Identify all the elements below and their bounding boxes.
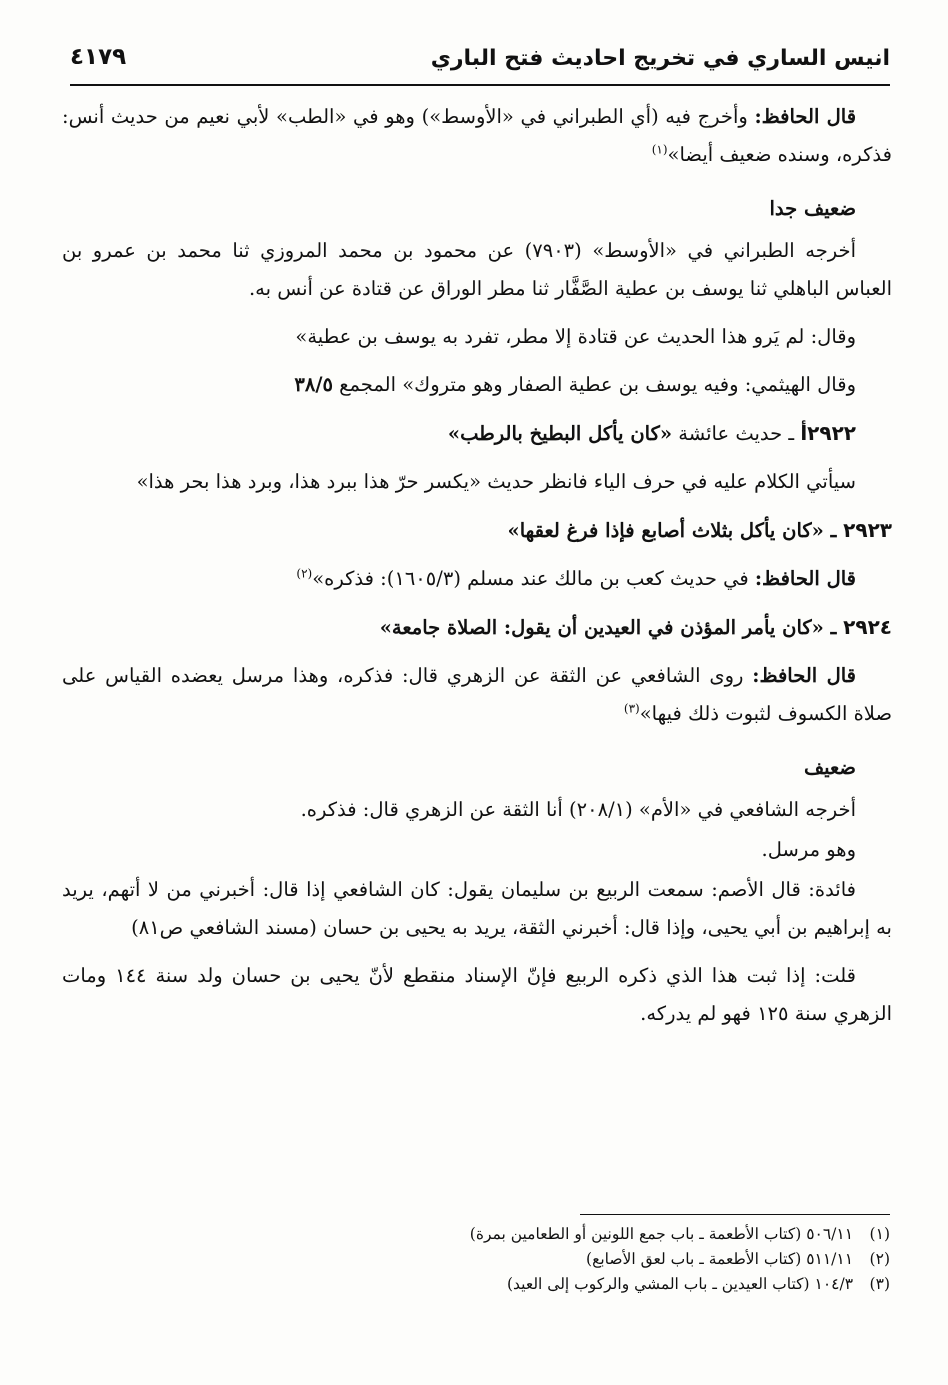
- footnote-text: (كتاب الأطعمة ـ باب لعق الأصابع): [586, 1250, 807, 1268]
- page-number: ٤١٧٩: [70, 44, 127, 70]
- paragraph-mursal: وهو مرسل.: [761, 838, 856, 861]
- hadith-number: ٢٩٢٤: [843, 615, 892, 639]
- hadith-title: ـ «كان يأكل بثلاث أصابع فإذا فرغ لعقها»: [507, 519, 844, 542]
- footnote-text: (كتاب الأطعمة ـ باب جمع اللونين أو الطعامين بمرة): [469, 1225, 807, 1243]
- paragraph-takhrij-2: أخرجه الشافعي في «الأم» (٢٠٨/١) أنا الثقة عن الزهري قال: فذكره.: [300, 798, 856, 821]
- footnote-ref-3: (٣): [623, 701, 640, 716]
- hadith-heading-2923: [62, 511, 892, 550]
- footnote-2: [70, 1247, 890, 1272]
- footnote-separator: [580, 1214, 890, 1215]
- footnote-number: (١): [869, 1225, 890, 1243]
- paragraph-faida: فائدة: قال الأصم: سمعت الربيع بن سليمان يقول: كان الشافعي إذا قال: أخبرني من لا أتهم، يريد به إبراهيم بن أبي يحيى، وإذا قال: أخبرني الثقة، يريد به يحيى بن حسان (مسند الشافعي ص٨١): [62, 878, 892, 939]
- lead-label: قال الحافظ:: [754, 105, 857, 128]
- grade-heading-2: ضعيف: [803, 756, 856, 779]
- footnote-ref-1: (١): [651, 142, 668, 157]
- hadith-heading-2922: [62, 414, 892, 453]
- paragraph-text: في حديث كعب بن مالك عند مسلم (١٦٠٥/٣): فذكره»: [312, 567, 755, 590]
- page-header: [70, 40, 890, 86]
- paragraph-text: روى الشافعي عن الثقة عن الزهري قال: فذكره، وهذا مرسل يعضده القياس على صلاة الكسوف لثبوت ذلك فيها»: [62, 664, 892, 725]
- footnotes: [70, 1222, 890, 1297]
- footnote-ref-2: (٢): [296, 566, 313, 581]
- hadith-heading-2924: [62, 608, 892, 647]
- paragraph-text: وقال الهيثمي: وفيه يوسف بن عطية الصفار وهو متروك» المجمع: [332, 373, 856, 396]
- heading-text: ـ حديث عائشة: [672, 422, 801, 445]
- grade-heading-1: ضعيف جدا: [769, 197, 856, 220]
- running-title: انيس الساري في تخريج احاديث فتح الباري: [430, 46, 890, 71]
- paragraph-hafiz-3: [62, 657, 892, 733]
- footnote-text: (كتاب العيدين ـ باب المشي والركوب إلى العيد): [506, 1275, 815, 1293]
- footnote-reference: ٥٠٦/١١: [806, 1225, 854, 1243]
- paragraph-qultu: قلت: إذا ثبت هذا الذي ذكره الربيع فإنّ الإسناد منقطع لأنّ يحيى بن حسان ولد سنة ١٤٤ ومات الزهري سنة ١٢٥ فهو لم يدركه.: [62, 964, 892, 1025]
- header-rule: [70, 84, 890, 86]
- paragraph-cross-reference: سيأتي الكلام عليه في حرف الياء فانظر حديث «يكسر حرّ هذا ببرد هذا، وبرد هذا بحر هذا»: [136, 470, 856, 493]
- hadith-number: ٢٩٢٣: [843, 518, 892, 542]
- majma-reference: ٣٨/٥: [294, 373, 333, 396]
- lead-label: قال الحافظ:: [752, 664, 857, 687]
- paragraph-tabarani-remark: وقال: لم يَرو هذا الحديث عن قتادة إلا مطر، تفرد به يوسف بن عطية»: [295, 325, 856, 348]
- footnote-reference: ٥١١/١١: [806, 1250, 854, 1268]
- paragraph-text: وأخرج فيه (أي الطبراني في «الأوسط») وهو في «الطب» لأبي نعيم من حديث أنس: فذكره، وسنده ضعيف أيضا»: [62, 105, 892, 166]
- paragraph-takhrij-1: أخرجه الطبراني في «الأوسط» (٧٩٠٣) عن محمود بن محمد المروزي ثنا محمد بن عمرو بن العباس الباهلي ثنا يوسف بن عطية الصَّفَّار ثنا مطر الوراق عن قتادة عن أنس به.: [62, 239, 892, 300]
- paragraph-hafiz-2: [62, 560, 892, 598]
- footnote-1: [70, 1222, 890, 1247]
- paragraph-hafiz-1: [62, 98, 892, 174]
- main-text: [62, 98, 892, 1043]
- lead-label: قال الحافظ:: [754, 567, 856, 590]
- hadith-title: ـ «كان يأمر المؤذن في العيدين أن يقول: الصلاة جامعة»: [379, 616, 844, 639]
- footnote-3: [70, 1272, 890, 1297]
- paragraph-haythami: [62, 366, 892, 404]
- hadith-number: ٢٩٢٢أ: [800, 421, 856, 445]
- footnote-number: (٣): [869, 1275, 890, 1293]
- footnote-reference: ١٠٤/٣: [814, 1275, 854, 1293]
- footnote-number: (٢): [869, 1250, 890, 1268]
- hadith-title: «كان يأكل البطيخ بالرطب»: [447, 422, 673, 445]
